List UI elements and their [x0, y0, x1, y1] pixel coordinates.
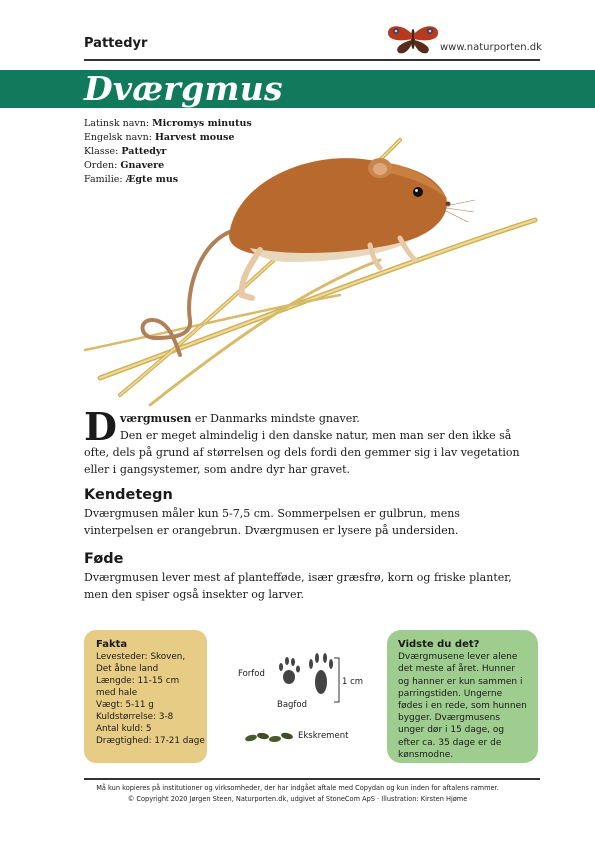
site-url: www.naturporten.dk [440, 42, 542, 53]
page-title: Dværgmus [84, 69, 283, 108]
intro-paragraph: Dværgmusen er Danmarks mindste gnaver. Den er meget almindelig i den danske natur, men man ser den ikke så ofte, dels på grund af størrelsen og dels fordi den gemmer sig i lav vegetation eller i gangsystemer, som andre dyr har gravet. [84, 404, 520, 476]
fakta-lines: Levesteder: Skoven, Det åbne land Længde: 11-15 cm med hale Vægt: 5-11 g Kuldstørrelse: 3-8 Antal kuld: 5 Drægtighed: 17-21 dage [96, 652, 205, 746]
did-you-know-box [387, 630, 538, 763]
info-row: Latinsk navn: Micromys minutus [84, 118, 252, 129]
ekskrement-label: Ekskrement [298, 731, 349, 741]
info-row: Familie: Ægte mus [84, 174, 179, 185]
fakta-box [84, 630, 207, 763]
section-heading: Føde [84, 551, 124, 567]
fakta-title: Fakta [96, 639, 128, 650]
scale-bar [333, 657, 341, 703]
did-you-know-title: Vidste du det? [398, 639, 480, 650]
copy-notice: Må kun kopieres på institutioner og virksomheder, der har indgået aftale med Copydan og kun inden for aftalens rammer. [96, 784, 499, 792]
info-row: Orden: Gnavere [84, 160, 165, 171]
scale-label: 1 cm [342, 677, 364, 687]
copyright-line: © Copyright 2020 Jørgen Steen, Naturporten.dk, udgivet af StoneCom ApS · Illustration: Kirsten Hjøme [127, 795, 468, 803]
forfod-label: Forfod [238, 669, 265, 679]
hind-paw-print-icon [306, 652, 336, 698]
section-heading: Kendetegn [84, 487, 173, 503]
info-row: Klasse: Pattedyr [84, 146, 167, 157]
section-text: Dværgmusen lever mest af plantefføde, især græsfrø, korn og friske planter, men den spiser også insekter og larver. [84, 571, 512, 601]
droppings-icon [244, 728, 296, 746]
bagfod-label: Bagfod [277, 700, 308, 710]
category-label: Pattedyr [84, 36, 148, 51]
section-kendetegn [84, 487, 514, 539]
section-fode [84, 551, 514, 603]
header-divider [84, 59, 540, 61]
butterfly-logo [385, 22, 441, 56]
drop-cap: D [84, 404, 117, 449]
info-row: Engelsk navn: Harvest mouse [84, 132, 235, 143]
front-paw-print-icon [276, 655, 302, 691]
species-info [84, 117, 252, 187]
footer-divider [84, 778, 540, 780]
section-text: Dværgmusen måler kun 5-7,5 cm. Sommerpelsen er gulbrun, mens vinterpelsen er orangebrun. Dværgmusen er lysere på undersiden. [84, 507, 460, 537]
did-you-know-text: Dværgmusene lever alene det meste af året. Hunner og hanner er kun sammen i parringstiden. Ungerne fødes i en rede, som hunnen bygger. Dværgmusens unger dør i 15 dage, og efter ca. 35 dage er de kønsmodne. [398, 652, 527, 760]
